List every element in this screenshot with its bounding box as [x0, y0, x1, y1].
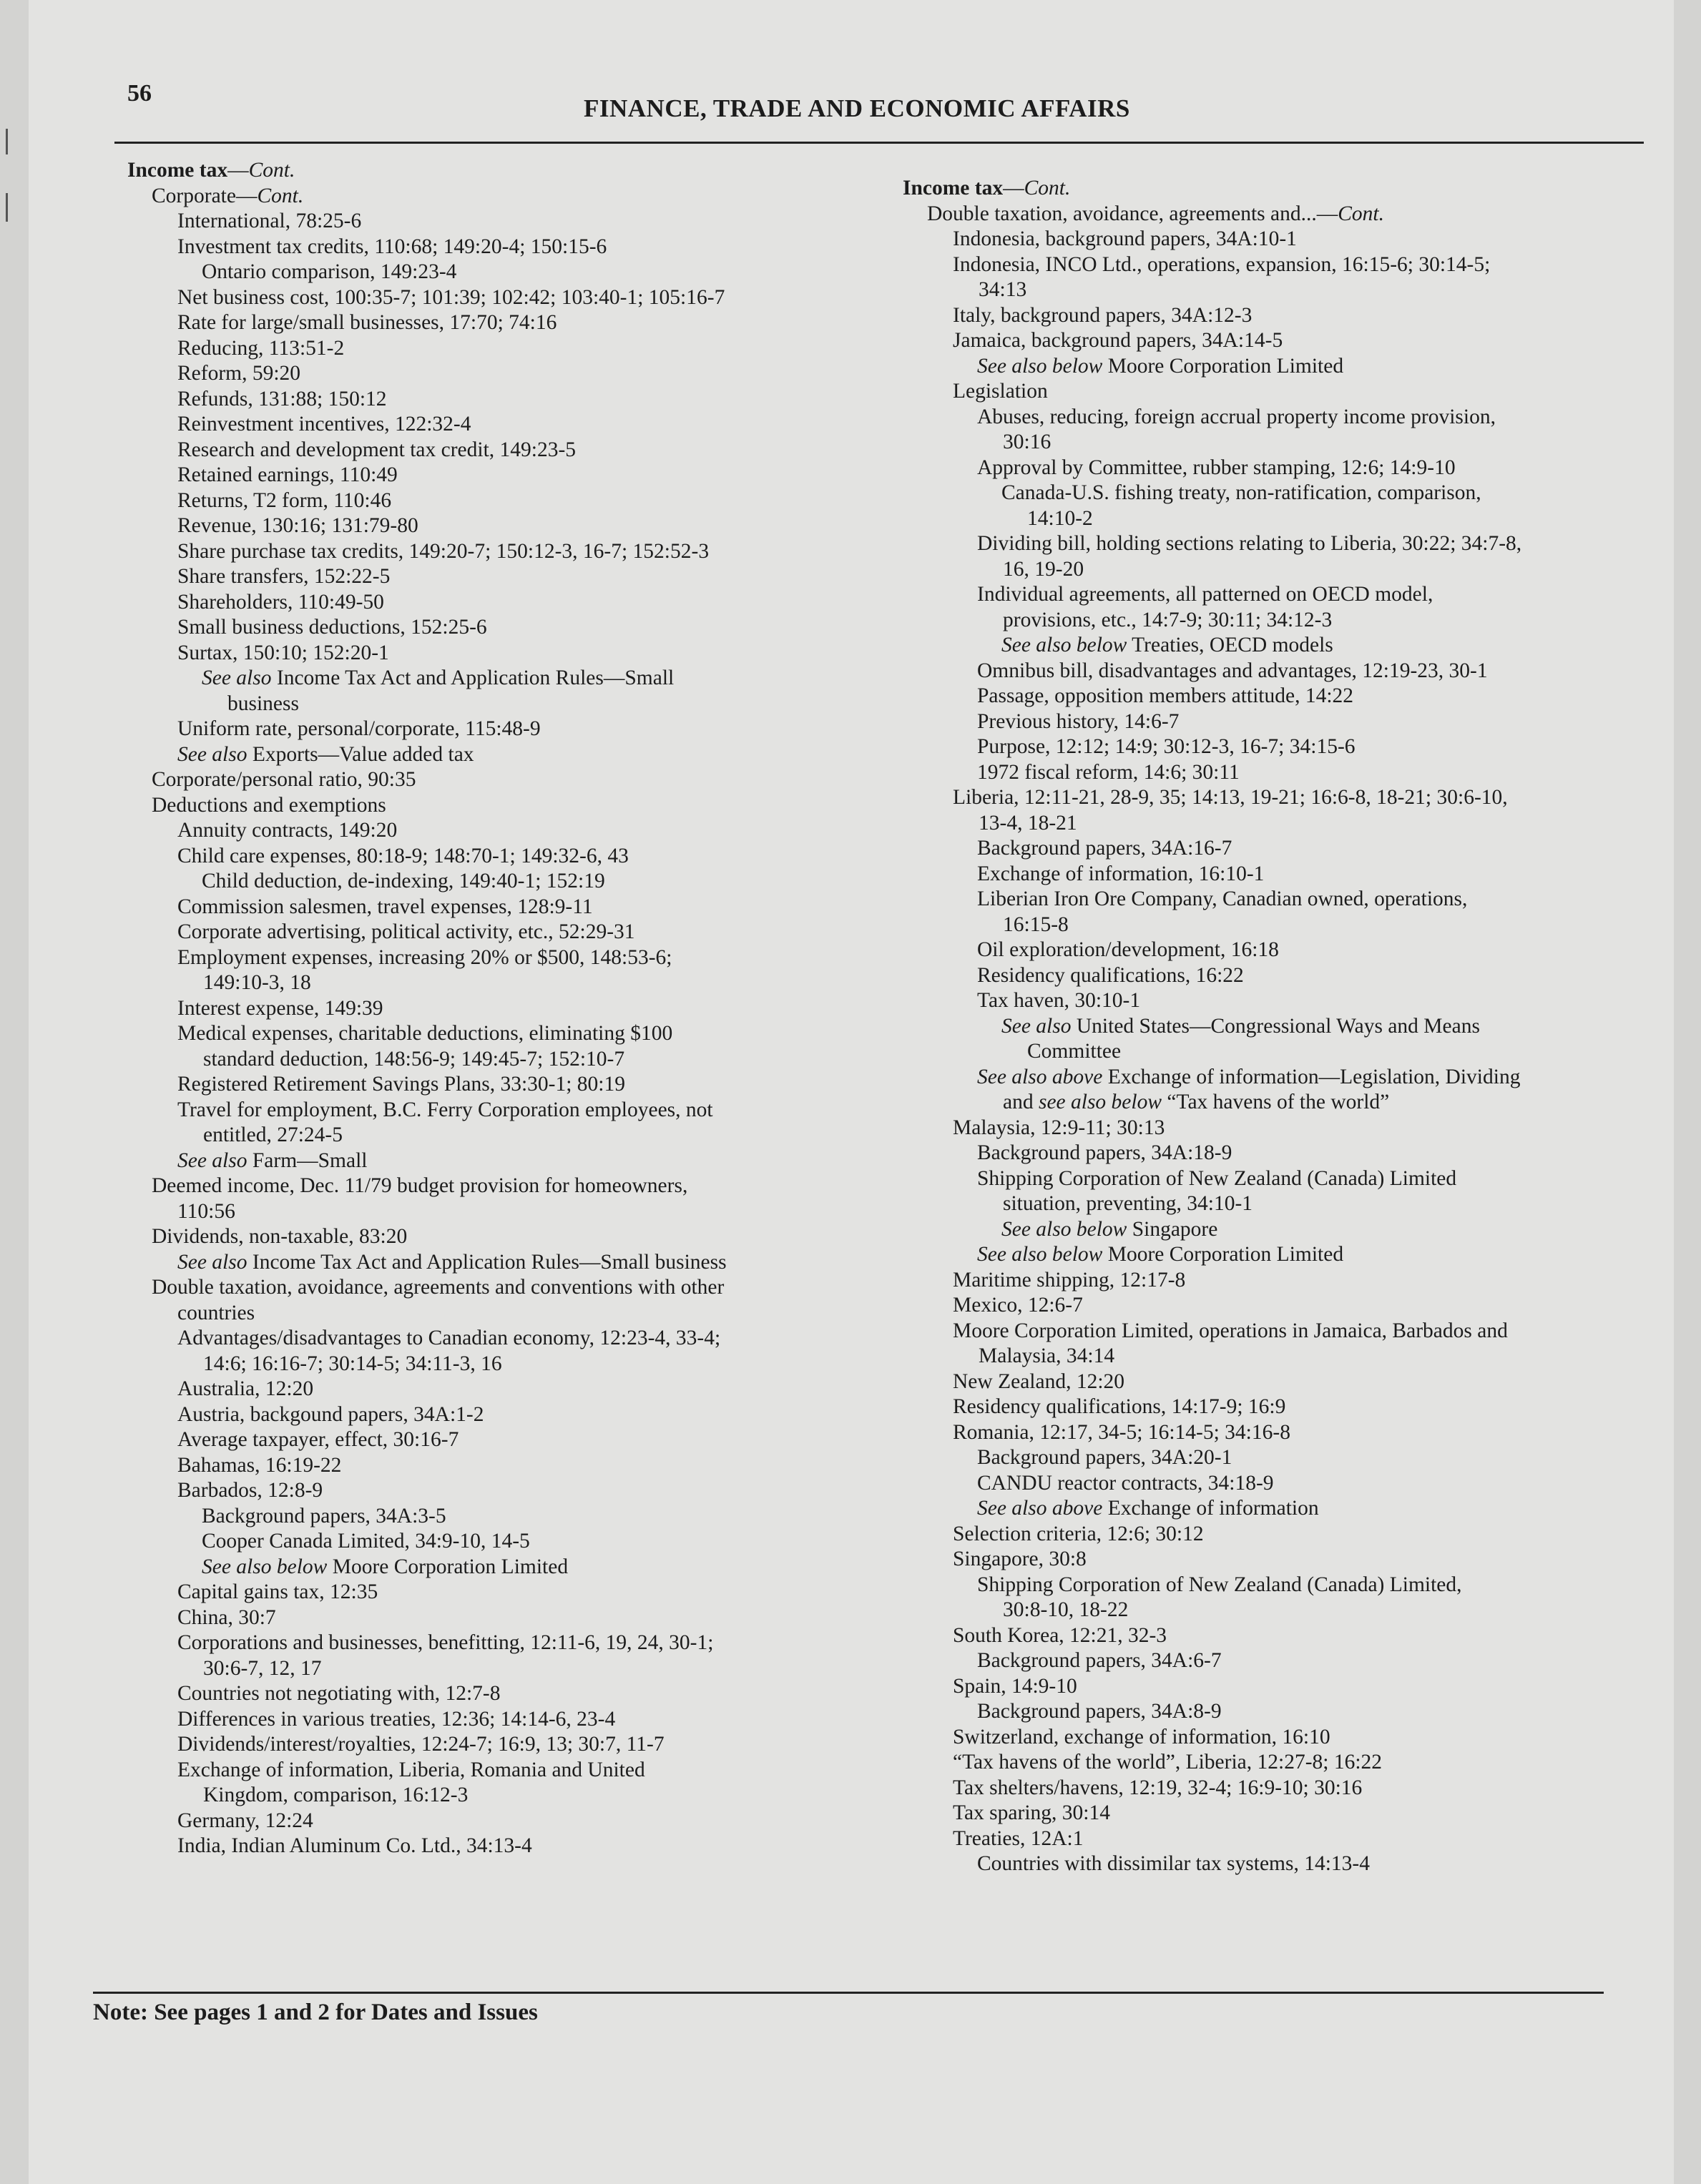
index-entry [127, 1707, 900, 1733]
entry-text: United States—Congressional Ways and Means [1071, 1014, 1480, 1038]
index-entry [903, 1141, 1675, 1166]
index-entry [127, 1529, 900, 1555]
index-entry [127, 895, 900, 920]
entry-text: Tax sparing, 30:14 [953, 1801, 1110, 1824]
entry-text: Share purchase tax credits, 149:20-7; 150:12-3, 16-7; 152:52-3 [177, 539, 710, 563]
index-entry [903, 1547, 1675, 1573]
entry-text: Indonesia, background papers, 34A:10-1 [953, 227, 1297, 250]
index-entry [127, 1148, 900, 1174]
entry-text: Spain, 14:9-10 [953, 1674, 1077, 1698]
entry-text: Surtax, 150:10; 152:20-1 [177, 641, 389, 664]
index-entry [127, 1427, 900, 1453]
entry-text: Employment expenses, increasing 20% or $500, 148:53-6; [177, 945, 672, 969]
index-entry [127, 1072, 900, 1098]
entry-text: Background papers, 34A:6-7 [977, 1649, 1222, 1672]
index-entry [127, 793, 900, 819]
index-entry [127, 615, 900, 641]
entry-text: Income Tax Act and Application Rules—Small business [247, 1250, 727, 1274]
index-entry [903, 1268, 1675, 1294]
index-entry [127, 1326, 900, 1377]
cross-reference-term: See also [177, 742, 247, 766]
entry-text: Selection criteria, 12:6; 30:12 [953, 1522, 1204, 1545]
index-entry [903, 1014, 1675, 1065]
index-entry [903, 1166, 1675, 1217]
index-entry-continuation: Malaysia, 34:14 [979, 1344, 1115, 1367]
entry-text: — [227, 159, 249, 182]
entry-text: Germany, 12:24 [177, 1809, 313, 1832]
entry-text: Background papers, 34A:20-1 [977, 1446, 1232, 1469]
entry-text: Jamaica, background papers, 34A:14-5 [953, 329, 1283, 352]
index-entry [903, 252, 1675, 303]
index-entry [127, 1250, 900, 1276]
index-entry [903, 1648, 1675, 1674]
entry-text: Australia, 12:20 [177, 1377, 314, 1400]
index-entry [903, 963, 1675, 989]
entry-text: Bahamas, 16:19-22 [177, 1453, 342, 1477]
entry-text: and [1003, 1091, 1039, 1113]
entry-text: Residency qualifications, 16:22 [977, 963, 1244, 987]
index-entry-continuation: countries [177, 1301, 255, 1324]
index-entry [903, 328, 1675, 354]
entry-text: “Tax havens of the world” [1162, 1091, 1390, 1113]
index-entry [903, 582, 1675, 633]
entry-text: Refunds, 131:88; 150:12 [177, 387, 387, 410]
index-entry [903, 1217, 1675, 1243]
index-entry [127, 767, 900, 793]
entry-text: Advantages/disadvantages to Canadian economy, 12:23-4, 33-4; [177, 1327, 721, 1349]
entry-text: Countries with dissimilar tax systems, 14:13-4 [977, 1852, 1371, 1875]
entry-text: Previous history, 14:6-7 [977, 709, 1180, 733]
index-entry [903, 709, 1675, 735]
index-entry [127, 742, 900, 768]
index-entry [127, 235, 900, 260]
entry-text: Omnibus bill, disadvantages and advantages, 12:19-23, 30-1 [977, 659, 1488, 682]
entry-text: Retained earnings, 110:49 [177, 463, 398, 486]
entry-text: Dividends/interest/royalties, 12:24-7; 16:9, 13; 30:7, 11-7 [177, 1733, 665, 1756]
entry-text: Reinvestment incentives, 122:32-4 [177, 413, 471, 436]
index-entry [903, 379, 1675, 405]
cross-reference-term: Cont. [1024, 177, 1071, 200]
entry-text: Austria, backgound papers, 34A:1-2 [177, 1402, 484, 1426]
entry-text: Dividing bill, holding sections relating to Liberia, 30:22; 34:7-8, [977, 532, 1522, 555]
index-entry [903, 227, 1675, 252]
entry-text: Passage, opposition members attitude, 14:22 [977, 684, 1354, 707]
index-entry [127, 1453, 900, 1479]
entry-text: Malaysia, 12:9-11; 30:13 [953, 1116, 1165, 1139]
index-entry [127, 1605, 900, 1631]
cross-reference-term: Cont. [248, 159, 295, 182]
index-entry-continuation: 14:10-2 [1027, 506, 1093, 530]
entry-text: Net business cost, 100:35-7; 101:39; 102:42; 103:40-1; 105:16-7 [177, 285, 725, 309]
cross-reference-term: See also above [977, 1065, 1103, 1088]
entry-text: Legislation [953, 380, 1048, 403]
index-entry [903, 684, 1675, 709]
index-entry [903, 531, 1675, 582]
entry-text: Moore Corporation Limited [1102, 354, 1344, 378]
index-entry [127, 818, 900, 844]
entry-text: Individual agreements, all patterned on OECD model, [977, 583, 1433, 606]
cross-reference-term: See also above [977, 1497, 1103, 1520]
entry-text: Canada-U.S. fishing treaty, non-ratification, comparison, [1001, 481, 1481, 504]
entry-text: Tax haven, 30:10-1 [977, 989, 1141, 1012]
index-entry [127, 285, 900, 311]
entry-text: Child deduction, de-indexing, 149:40-1; 152:19 [202, 870, 605, 892]
entry-text: Singapore, 30:8 [953, 1548, 1087, 1570]
index-entry-continuation: 13-4, 18-21 [979, 811, 1077, 835]
index-entry [127, 1021, 900, 1072]
entry-text: Cooper Canada Limited, 34:9-10, 14-5 [202, 1530, 530, 1553]
entry-text: Switzerland, exchange of information, 16:10 [953, 1725, 1330, 1748]
index-entry [903, 1801, 1675, 1826]
entry-text: 1972 fiscal reform, 14:6; 30:11 [977, 760, 1240, 784]
cross-reference-term: See also below [977, 354, 1103, 378]
index-entry [127, 641, 900, 666]
entry-text: Tax shelters/havens, 12:19, 32-4; 16:9-10; 30:16 [953, 1776, 1363, 1799]
entry-text: Singapore [1127, 1217, 1218, 1241]
index-entry [127, 463, 900, 488]
entry-text: Residency qualifications, 14:17-9; 16:9 [953, 1395, 1286, 1418]
entry-text: Travel for employment, B.C. Ferry Corporation employees, not [177, 1098, 713, 1121]
entry-text: Liberia, 12:11-21, 28-9, 35; 14:13, 19-21; 16:6-8, 18-21; 30:6-10, [953, 786, 1508, 809]
index-entry [127, 920, 900, 945]
entry-text: International, 78:25-6 [177, 210, 362, 232]
index-entry [127, 1681, 900, 1707]
entry-text: Double taxation, avoidance, agreements and conventions with other [152, 1276, 725, 1299]
index-entry [127, 1630, 900, 1681]
footer-rule [93, 1992, 1604, 1994]
index-entry [903, 836, 1675, 862]
entry-text: Corporate/personal ratio, 90:35 [152, 768, 416, 791]
index-entry [903, 1445, 1675, 1471]
index-entry [127, 564, 900, 590]
entry-text: Interest expense, 149:39 [177, 996, 383, 1020]
entry-text: India, Indian Aluminum Co. Ltd., 34:13-4 [177, 1834, 532, 1857]
index-entry [903, 1623, 1675, 1649]
entry-text: Commission salesmen, travel expenses, 128:9-11 [177, 895, 593, 918]
index-entry [127, 996, 900, 1022]
entry-text: Treaties, 12A:1 [953, 1826, 1084, 1850]
index-entry [903, 1065, 1675, 1116]
index-entry-continuation: 110:56 [177, 1199, 235, 1223]
entry-text: China, 30:7 [177, 1605, 276, 1629]
cross-reference-term: Cont. [257, 184, 304, 207]
header-rule [114, 142, 1644, 144]
index-entry [903, 1750, 1675, 1776]
index-page [29, 0, 1674, 2184]
entry-text: Investment tax credits, 110:68; 149:20-4; 150:15-6 [177, 235, 607, 258]
cross-reference-term: Cont. [1338, 202, 1384, 225]
cross-reference-term: See also [177, 1250, 247, 1274]
index-entry [903, 202, 1675, 227]
index-entry [903, 785, 1675, 836]
entry-text: Background papers, 34A:18-9 [977, 1141, 1232, 1164]
entry-text: Exports—Value added tax [247, 742, 474, 766]
index-entry [127, 387, 900, 413]
index-entry-continuation: 16, 19-20 [1003, 557, 1084, 581]
index-entry [903, 1293, 1675, 1319]
index-entry [903, 1522, 1675, 1548]
entry-text: Approval by Committee, rubber stamping, 12:6; 14:9-10 [977, 456, 1456, 479]
entry-text: Registered Retirement Savings Plans, 33:30-1; 80:19 [177, 1073, 625, 1096]
index-entry-continuation: 16:15-8 [1003, 913, 1069, 936]
running-head: FINANCE, TRADE AND ECONOMIC AFFAIRS [584, 94, 1130, 122]
index-entry-continuation: entitled, 27:24-5 [203, 1123, 343, 1146]
index-entry [127, 412, 900, 438]
entry-text: Background papers, 34A:8-9 [977, 1700, 1222, 1723]
index-entry [127, 513, 900, 539]
index-entry [903, 760, 1675, 786]
index-entry [127, 1555, 900, 1580]
entry-text: Shareholders, 110:49-50 [177, 590, 384, 614]
index-column-right [903, 176, 1675, 1877]
index-entry [127, 184, 900, 210]
entry-text: Maritime shipping, 12:17-8 [953, 1268, 1186, 1292]
entry-text: Moore Corporation Limited [1102, 1243, 1344, 1266]
entry-text: Abuses, reducing, foreign accrual property income provision, [977, 405, 1496, 428]
index-entry-continuation [977, 1090, 1675, 1116]
index-entry [903, 633, 1675, 659]
index-entry [127, 1834, 900, 1859]
index-entry [127, 1504, 900, 1530]
index-entry [903, 481, 1675, 531]
entry-text: Medical expenses, charitable deductions, eliminating $100 [177, 1022, 673, 1045]
entry-text: Child care expenses, 80:18-9; 148:70-1; 149:32-6, 43 [177, 844, 629, 867]
entry-text: Background papers, 34A:3-5 [202, 1504, 446, 1528]
cross-reference-term: See also below [977, 1243, 1103, 1266]
index-entry [127, 666, 900, 717]
entry-text: Reducing, 113:51-2 [177, 336, 345, 360]
entry-text: Mexico, 12:6-7 [953, 1294, 1083, 1317]
entry-text: Exchange of information, 16:10-1 [977, 862, 1265, 885]
index-entry [127, 310, 900, 336]
entry-text: Farm—Small [247, 1148, 368, 1172]
entry-text: Indonesia, INCO Ltd., operations, expansion, 16:15-6; 30:14-5; [953, 252, 1491, 276]
index-entry [127, 717, 900, 742]
index-entry-continuation: 34:13 [979, 278, 1027, 301]
index-entry [127, 869, 900, 895]
entry-text: Shipping Corporation of New Zealand (Canada) Limited, [977, 1573, 1462, 1596]
entry-text: Deemed income, Dec. 11/79 budget provision for homeowners, [152, 1174, 688, 1197]
entry-text: Romania, 12:17, 34-5; 16:14-5; 34:16-8 [953, 1420, 1290, 1444]
binding-mark [6, 129, 8, 154]
index-entry [903, 1725, 1675, 1751]
entry-text: Reform, 59:20 [177, 362, 301, 385]
entry-text: Exchange of information, Liberia, Romania and United [177, 1758, 645, 1781]
index-entry [127, 539, 900, 565]
heading-term: Income tax [903, 177, 1004, 200]
index-entry-continuation: situation, preventing, 34:10-1 [1003, 1192, 1253, 1215]
entry-text: Average taxpayer, effect, 30:16-7 [177, 1428, 459, 1451]
index-entry [127, 1402, 900, 1428]
index-entry [127, 1758, 900, 1809]
index-entry-continuation: provisions, etc., 14:7-9; 30:11; 34:12-3 [1003, 608, 1333, 631]
entry-text: Treaties, OECD models [1127, 634, 1333, 656]
index-entry [903, 938, 1675, 963]
entry-text: CANDU reactor contracts, 34:18-9 [977, 1471, 1274, 1495]
entry-text: Deductions and exemptions [152, 793, 386, 817]
index-entry [127, 260, 900, 285]
index-entry [903, 405, 1675, 456]
entry-text: Purpose, 12:12; 14:9; 30:12-3, 16-7; 34:15-6 [977, 735, 1356, 758]
entry-text: Moore Corporation Limited [327, 1555, 569, 1578]
cross-reference-term: See also below [1001, 634, 1127, 656]
entry-text: Differences in various treaties, 12:36; 14:14-6, 23-4 [177, 1707, 616, 1731]
entry-text: Revenue, 130:16; 131:79-80 [177, 514, 418, 537]
index-entry [127, 336, 900, 362]
index-entry [127, 209, 900, 235]
index-entry [127, 1174, 900, 1224]
index-entry [127, 590, 900, 616]
index-entry [127, 1478, 900, 1504]
index-column-left [127, 158, 900, 1859]
index-entry-continuation: 30:6-7, 12, 17 [203, 1656, 322, 1680]
index-entry [903, 1116, 1675, 1141]
index-entry [127, 844, 900, 870]
entry-text: Italy, background papers, 34A:12-3 [953, 303, 1253, 327]
entry-text: “Tax havens of the world”, Liberia, 12:27-8; 16:22 [953, 1751, 1383, 1774]
index-entry [903, 659, 1675, 684]
entry-text: Corporate— [152, 184, 258, 207]
index-entry [903, 1420, 1675, 1446]
index-entry [127, 361, 900, 387]
entry-text: Exchange of information [1102, 1497, 1319, 1520]
index-entry [127, 488, 900, 514]
entry-text: Uniform rate, personal/corporate, 115:48-9 [177, 717, 541, 740]
index-entry [903, 1369, 1675, 1395]
index-entry [903, 1496, 1675, 1522]
entry-text: Corporations and businesses, benefitting, 12:11-6, 19, 24, 30-1; [177, 1631, 714, 1654]
entry-text: Background papers, 34A:16-7 [977, 837, 1232, 860]
cross-reference-term: See also below [1001, 1217, 1127, 1241]
entry-text: South Korea, 12:21, 32-3 [953, 1623, 1167, 1647]
index-entry [903, 734, 1675, 760]
entry-text: Research and development tax credit, 149:23-5 [177, 438, 577, 461]
entry-text: Share transfers, 152:22-5 [177, 565, 391, 588]
index-entry [127, 1809, 900, 1834]
entry-text: Small business deductions, 152:25-6 [177, 616, 487, 639]
index-entry-continuation: 149:10-3, 18 [203, 971, 311, 994]
entry-text: Shipping Corporation of New Zealand (Canada) Limited [977, 1166, 1457, 1190]
entry-text: Dividends, non-taxable, 83:20 [152, 1225, 408, 1248]
index-entry [903, 176, 1675, 202]
index-entry [903, 1826, 1675, 1852]
page-number: 56 [127, 80, 152, 107]
index-entry [127, 1224, 900, 1250]
entry-text: Barbados, 12:8-9 [177, 1479, 323, 1502]
cross-reference-term: see also below [1038, 1091, 1162, 1113]
index-entry [903, 1242, 1675, 1268]
entry-text: Double taxation, avoidance, agreements and...— [927, 202, 1338, 225]
cross-reference-term: See also [202, 666, 272, 689]
index-entry [903, 1699, 1675, 1725]
index-entry [127, 158, 900, 184]
index-entry [903, 1394, 1675, 1420]
index-entry-continuation: 30:8-10, 18-22 [1003, 1598, 1129, 1621]
index-entry [903, 1674, 1675, 1700]
entry-text: Returns, T2 form, 110:46 [177, 488, 392, 512]
entry-text: New Zealand, 12:20 [953, 1369, 1125, 1393]
index-entry [903, 303, 1675, 329]
entry-text: Moore Corporation Limited, operations in Jamaica, Barbados and [953, 1319, 1508, 1342]
index-entry-continuation: Kingdom, comparison, 16:12-3 [203, 1784, 469, 1806]
entry-text: — [1003, 177, 1024, 200]
index-entry-continuation: business [227, 692, 299, 715]
index-entry [127, 438, 900, 463]
index-entry [127, 1377, 900, 1402]
entry-text: Corporate advertising, political activity, etc., 52:29-31 [177, 920, 635, 943]
index-entry-continuation: Committee [1027, 1040, 1122, 1063]
entry-text: Exchange of information—Legislation, Dividing [1102, 1065, 1521, 1088]
index-entry [903, 862, 1675, 887]
entry-text: Oil exploration/development, 16:18 [977, 938, 1279, 961]
footnote: Note: See pages 1 and 2 for Dates and Issues [93, 1999, 538, 2025]
cross-reference-term: See also [177, 1148, 247, 1172]
index-entry [903, 456, 1675, 481]
cross-reference-term: See also [1001, 1014, 1072, 1038]
entry-text: Capital gains tax, 12:35 [177, 1580, 378, 1603]
index-entry [127, 945, 900, 996]
index-entry [903, 1851, 1675, 1877]
entry-text: Liberian Iron Ore Company, Canadian owned, operations, [977, 887, 1468, 910]
entry-text: Rate for large/small businesses, 17:70; 74:16 [177, 311, 557, 334]
index-entry-continuation: 30:16 [1003, 431, 1052, 453]
index-entry [903, 887, 1675, 938]
index-entry [127, 1275, 900, 1326]
index-entry [903, 1319, 1675, 1369]
entry-text: Countries not negotiating with, 12:7-8 [177, 1682, 501, 1705]
binding-mark [6, 193, 8, 222]
index-entry [127, 1580, 900, 1605]
index-entry [903, 1776, 1675, 1801]
index-entry [127, 1732, 900, 1758]
index-entry-continuation: 14:6; 16:16-7; 30:14-5; 34:11-3, 16 [203, 1352, 502, 1375]
entry-text: Income Tax Act and Application Rules—Small [271, 666, 675, 689]
entry-text: Annuity contracts, 149:20 [177, 819, 398, 842]
index-entry-continuation: standard deduction, 148:56-9; 149:45-7; 152:10-7 [203, 1047, 625, 1071]
index-entry [903, 1573, 1675, 1623]
entry-text: Ontario comparison, 149:23-4 [202, 260, 457, 283]
index-entry [903, 1471, 1675, 1497]
index-entry [903, 354, 1675, 380]
index-entry [127, 1098, 900, 1148]
heading-term: Income tax [127, 159, 228, 182]
index-entry [903, 988, 1675, 1014]
cross-reference-term: See also below [202, 1555, 328, 1578]
